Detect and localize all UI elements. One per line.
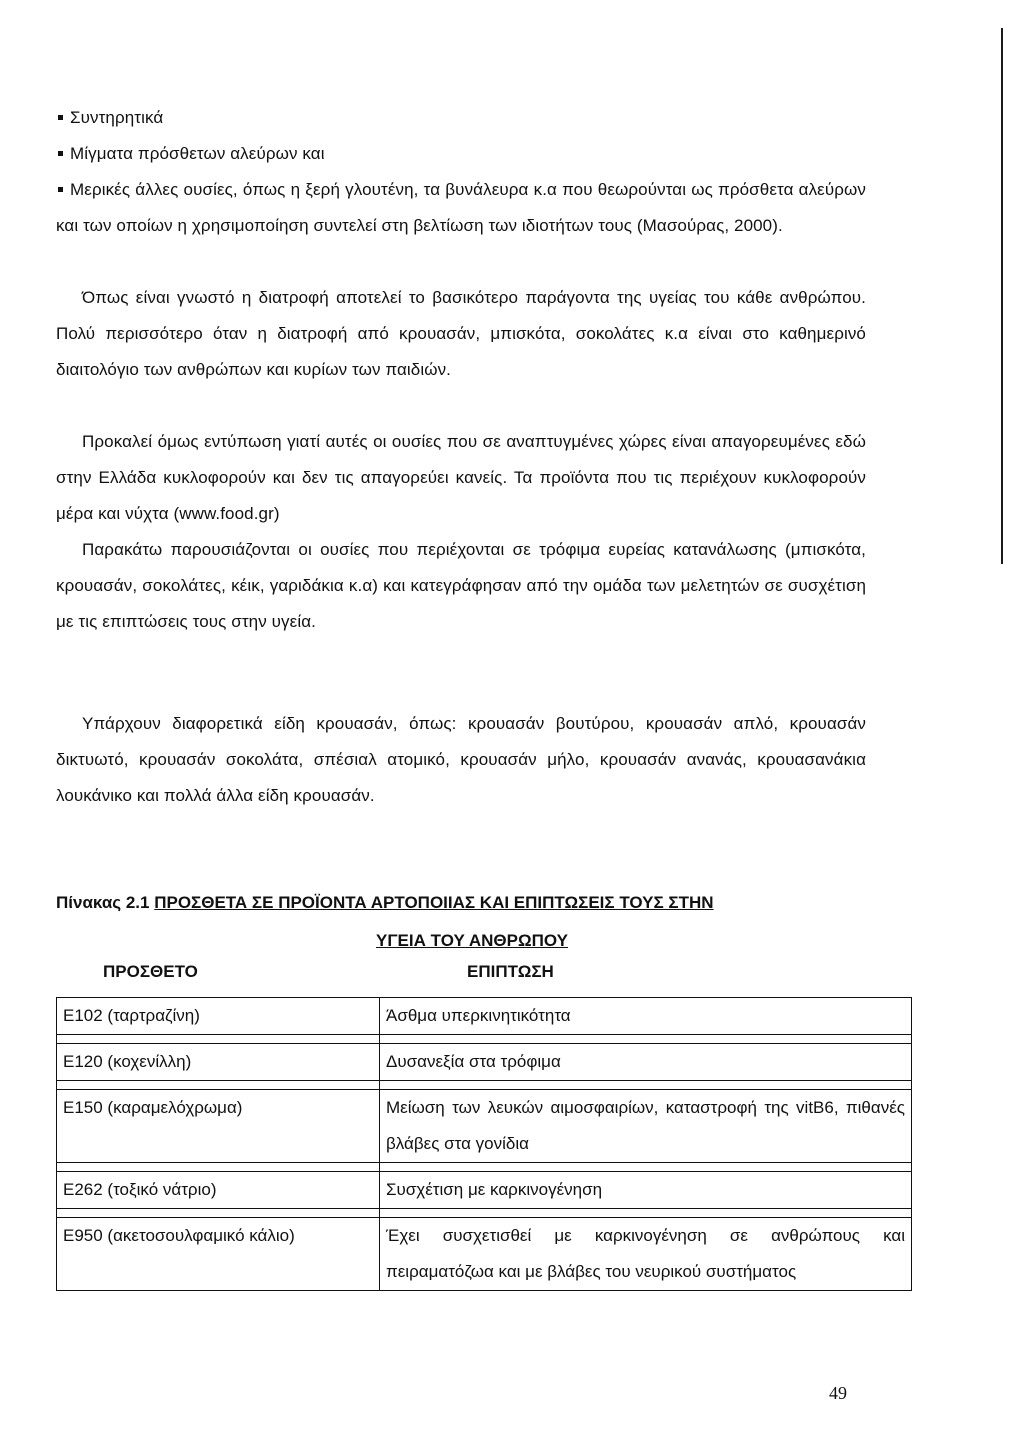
cell-additive: Ε950 (ακετοσουλφαμικό κάλιο) (57, 1218, 380, 1291)
cell-additive: Ε150 (καραμελόχρωμα) (57, 1090, 380, 1163)
cell-effect: Άσθμα υπερκινητικότητα (380, 998, 912, 1035)
bullet-item: Συντηρητικά (56, 100, 866, 136)
additives-table (56, 997, 912, 1291)
cell-effect: Μείωση των λευκών αιμοσφαιρίων, καταστροφή της vitB6, πιθανές βλάβες στα γονίδια (380, 1090, 912, 1163)
table-caption (56, 884, 868, 960)
cell-additive: Ε120 (κοχενίλλη) (57, 1044, 380, 1081)
table-spacer (57, 1209, 912, 1218)
table-spacer (57, 1035, 912, 1044)
table-caption-title: ΠΡΟΣΘΕΤΑ ΣΕ ΠΡΟΪΟΝΤΑ ΑΡΤΟΠΟΙΙΑΣ ΚΑΙ ΕΠΙΠΤΩΣΕΙΣ ΤΟΥΣ ΣΤΗΝ (154, 893, 714, 912)
bullet-list (56, 100, 866, 244)
column-header-effect: ΕΠΙΠΤΩΣΗ (467, 962, 554, 981)
table-caption-label: Πίνακας 2.1 (56, 893, 150, 912)
table-row (57, 1218, 912, 1291)
margin-rule (1001, 28, 1003, 564)
paragraph-croissant-types: Υπάρχουν διαφορετικά είδη κρουασάν, όπως: κρουασάν βουτύρου, κρουασάν απλό, κρουασάν δικτυωτό, κρουασάν σοκολάτα, σπέσιαλ ατομικό, κρουασάν μήλο, κρουασάν ανανάς, κρουασανάκια λουκάνικο και πολλά άλλα είδη κρουασάν. (56, 714, 866, 805)
cell-effect: Δυσανεξία στα τρόφιμα (380, 1044, 912, 1081)
page-number: 49 (829, 1383, 847, 1403)
table-row (57, 998, 912, 1035)
table-row (57, 1090, 912, 1163)
table-spacer (57, 1163, 912, 1172)
paragraph-substances: Παρακάτω παρουσιάζονται οι ουσίες που περιέχονται σε τρόφιμα ευρείας κατανάλωσης (μπισκότα, κρουασάν, σοκολάτες, κέικ, γαριδάκια κ.α) και κατεγράφησαν από την ομάδα των μελετητών σε συσχέτιση με τις επιπτώσεις τους στην υγεία. (56, 540, 866, 631)
bullet-item: Μίγματα πρόσθετων αλεύρων και (56, 136, 866, 172)
table-caption-title-continued: ΥΓΕΙΑ ΤΟΥ ΑΝΘΡΩΠΟΥ (376, 931, 568, 950)
cell-effect: Έχει συσχετισθεί με καρκινογένηση σε ανθρώπους και πειραματόζωα και με βλάβες του νευρικού συστήματος (380, 1218, 912, 1291)
cell-effect: Συσχέτιση με καρκινογένηση (380, 1172, 912, 1209)
cell-additive: Ε262 (τοξικό νάτριο) (57, 1172, 380, 1209)
table-spacer (57, 1081, 912, 1090)
table-row (57, 1044, 912, 1081)
paragraph-nutrition: Όπως είναι γνωστό η διατροφή αποτελεί το βασικότερο παράγοντα της υγείας του κάθε ανθρώπου. Πολύ περισσότερο όταν η διατροφή από κρουασάν, μπισκότα, σοκολάτες κ.α είναι στο καθημερινό διαιτολόγιο των ανθρώπων και κυρίων των παιδιών. (56, 288, 866, 379)
paragraph-impression: Προκαλεί όμως εντύπωση γιατί αυτές οι ουσίες που σε αναπτυγμένες χώρες είναι απαγορευμένες εδώ στην Ελλάδα κυκλοφορούν και δεν τις απαγορεύει κανείς. Τα προϊόντα που τις περιέχουν κυκλοφορούν μέρα και νύχτα (www.food.gr) (56, 432, 866, 523)
cell-additive: Ε102 (ταρτραζίνη) (57, 998, 380, 1035)
table-row (57, 1172, 912, 1209)
column-header-additive: ΠΡΟΣΘΕΤΟ (103, 962, 198, 981)
bullet-item: Μερικές άλλες ουσίες, όπως η ξερή γλουτένη, τα βυνάλευρα κ.α που θεωρούνται ως πρόσθετα αλεύρων και των οποίων η χρησιμοποίηση συντελεί στη βελτίωση των ιδιοτήτων τους (Μασούρας, 2000). (56, 172, 866, 244)
